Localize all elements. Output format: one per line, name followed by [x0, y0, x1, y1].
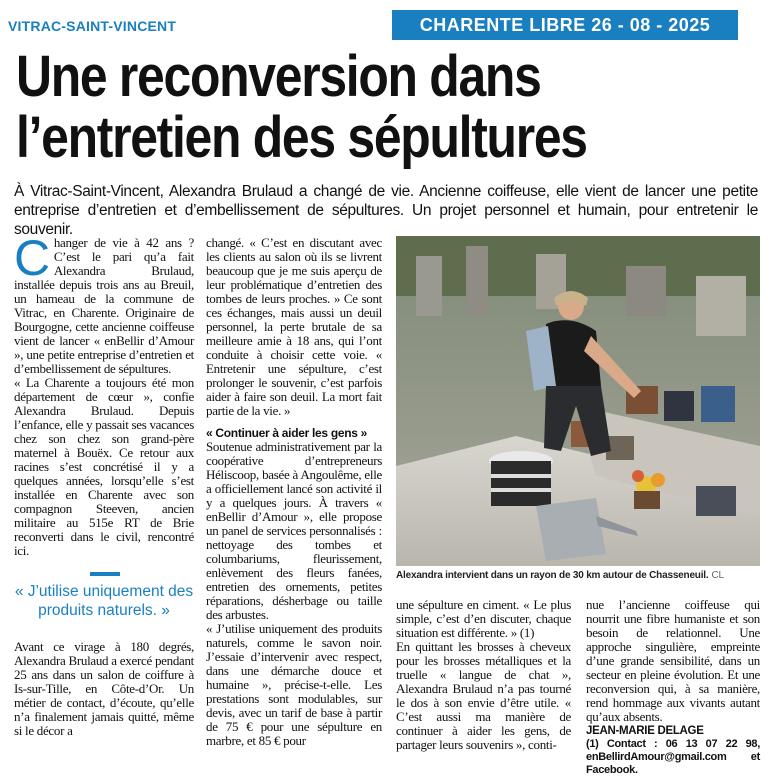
headline: [16, 46, 652, 168]
photo-caption: [396, 570, 760, 581]
paragraph: « La Charente a toujours été mon département de cœur », confie Alexandra Brulaud. Depuis l’enfance, elle y passait ses vacances chez son chez son grand-père maternel à Bouëx. Ce retour aux racines s’est concrétisé il y a quelques années, lorsqu’elle s’est installée en Charente avec son compagnon Steeven, ancien militaire au 515e RT de Brie reconverti dans le civil, rencontré ici.: [14, 375, 194, 558]
paragraph: hanger de vie à 42 ans ? C’est le pari qu’a fait Alexandra Brulaud, installée depuis trois ans au Breuil, un hameau de la commune de Vitrac, en Charente. Originaire de Bourgogne, cette ancienne coiffeuse vient de lancer « enBellir d’Amour », une petite entreprise d’entretien et d’embellissement de sépultures.: [14, 235, 194, 376]
pullquote-rule: [90, 572, 120, 576]
paragraph: Soutenue administrativement par la coopérative d’entrepreneurs Héliscoop, basée à Angoulême, elle a officiellement lancé son activité il y a quelques jours. À travers « enBellir d’Amour », elle propose un panel de services personnalisés : nettoyage des tombes et columbariums, fleurissement, enlèvement des fleurs fanées, entretien des ornements, petites réparations, désherbage ou taille des arbustes.: [206, 439, 382, 622]
article-lede: À Vitrac-Saint-Vincent, Alexandra Brulaud a changé de vie. Ancienne coiffeuse, elle vient de lancer une petite entreprise d’entretien et d’embellissement de sépultures. Un projet personnel et humain, pour entretenir le souvenir.: [14, 183, 758, 238]
article-column-2: [206, 236, 382, 748]
paragraph: une sépulture en ciment. « Le plus simple, c’est d’en discuter, chaque situation est différente. » (1): [396, 597, 571, 640]
article-column-1-continued: [14, 640, 194, 738]
cemetery-photo-illustration: [396, 236, 760, 566]
paragraph: « J’utilise uniquement des produits naturels, comme le savon noir. J’essaie d’intervenir avec respect, dans une démarche douce et humaine », précise-t-elle. Les prestations sont modulables, sur devis, avec un tarif de base à partir de 75 € pour une sépulture en marbre, et 85 € pour: [206, 621, 382, 748]
drop-cap: C: [14, 230, 50, 286]
newspaper-date-banner: CHARENTE LIBRE 26 - 08 - 2025: [392, 10, 738, 40]
caption-text: Alexandra intervient dans un rayon de 30 km autour de Chasseneuil.: [396, 570, 709, 581]
headline-line-1: Une reconversion dans: [16, 44, 541, 109]
article-column-1: [14, 230, 194, 558]
paragraph: changé. « C’est en discutant avec les clients au salon où ils se livrent beaucoup que je me suis aperçu de leur problématique d’entretien des tombes de leurs proches. » Ce sont ces échanges, mais aussi un deuil personnel, la perte brutale de sa meilleure amie à 18 ans, qui l’ont conduite à choisir cette voie. « Entretenir une sépulture, c’est prolonger le souvenir, c’est parfois aider à faire son deuil. La mort fait partie de la vie. »: [206, 235, 382, 418]
paragraph: nue l’ancienne coiffeuse qui nourrit une fibre humaniste et son besoin de relationnel. Une approche singulière, empreinte d’une grande sensibilité, dans un secteur en pleine évolution. Et une reconversion qui, à sa manière, rend hommage aux vivants autant qu’aux absents.: [586, 597, 760, 724]
article-photo: [396, 236, 760, 566]
section-kicker: VITRAC-SAINT-VINCENT: [8, 18, 177, 34]
contact-note: (1) Contact : 06 13 07 22 98, enBellirdAmour@gmail.com et Facebook.: [586, 738, 760, 776]
pull-quote: « J’utilise uniquement des produits naturels. »: [14, 583, 194, 619]
paragraph: En quittant les brosses à cheveux pour les brosses métalliques et la truelle « langue de chat », Alexandra Brulaud n’a pas tourné le dos à son envie d’être utile. « C’est aussi ma manière de continuer à aider les gens, de partager leurs souvenirs », conti-: [396, 639, 571, 752]
article-column-4: [586, 598, 760, 777]
byline: JEAN-MARIE DELAGE: [586, 725, 704, 737]
headline-line-2: l’entretien des sépultures: [16, 105, 587, 170]
paragraph: Avant ce virage à 180 degrés, Alexandra Brulaud a exercé pendant 25 ans dans un salon de coiffure à Is-sur-Tille, en Côte-d’Or. Un métier de contact, d’écoute, qu’elle n’a finalement jamais quitté, même si le décor a: [14, 639, 194, 738]
subheading: « Continuer à aider les gens »: [206, 426, 368, 440]
photo-credit: CL: [711, 570, 724, 581]
article-column-3: [396, 598, 571, 752]
